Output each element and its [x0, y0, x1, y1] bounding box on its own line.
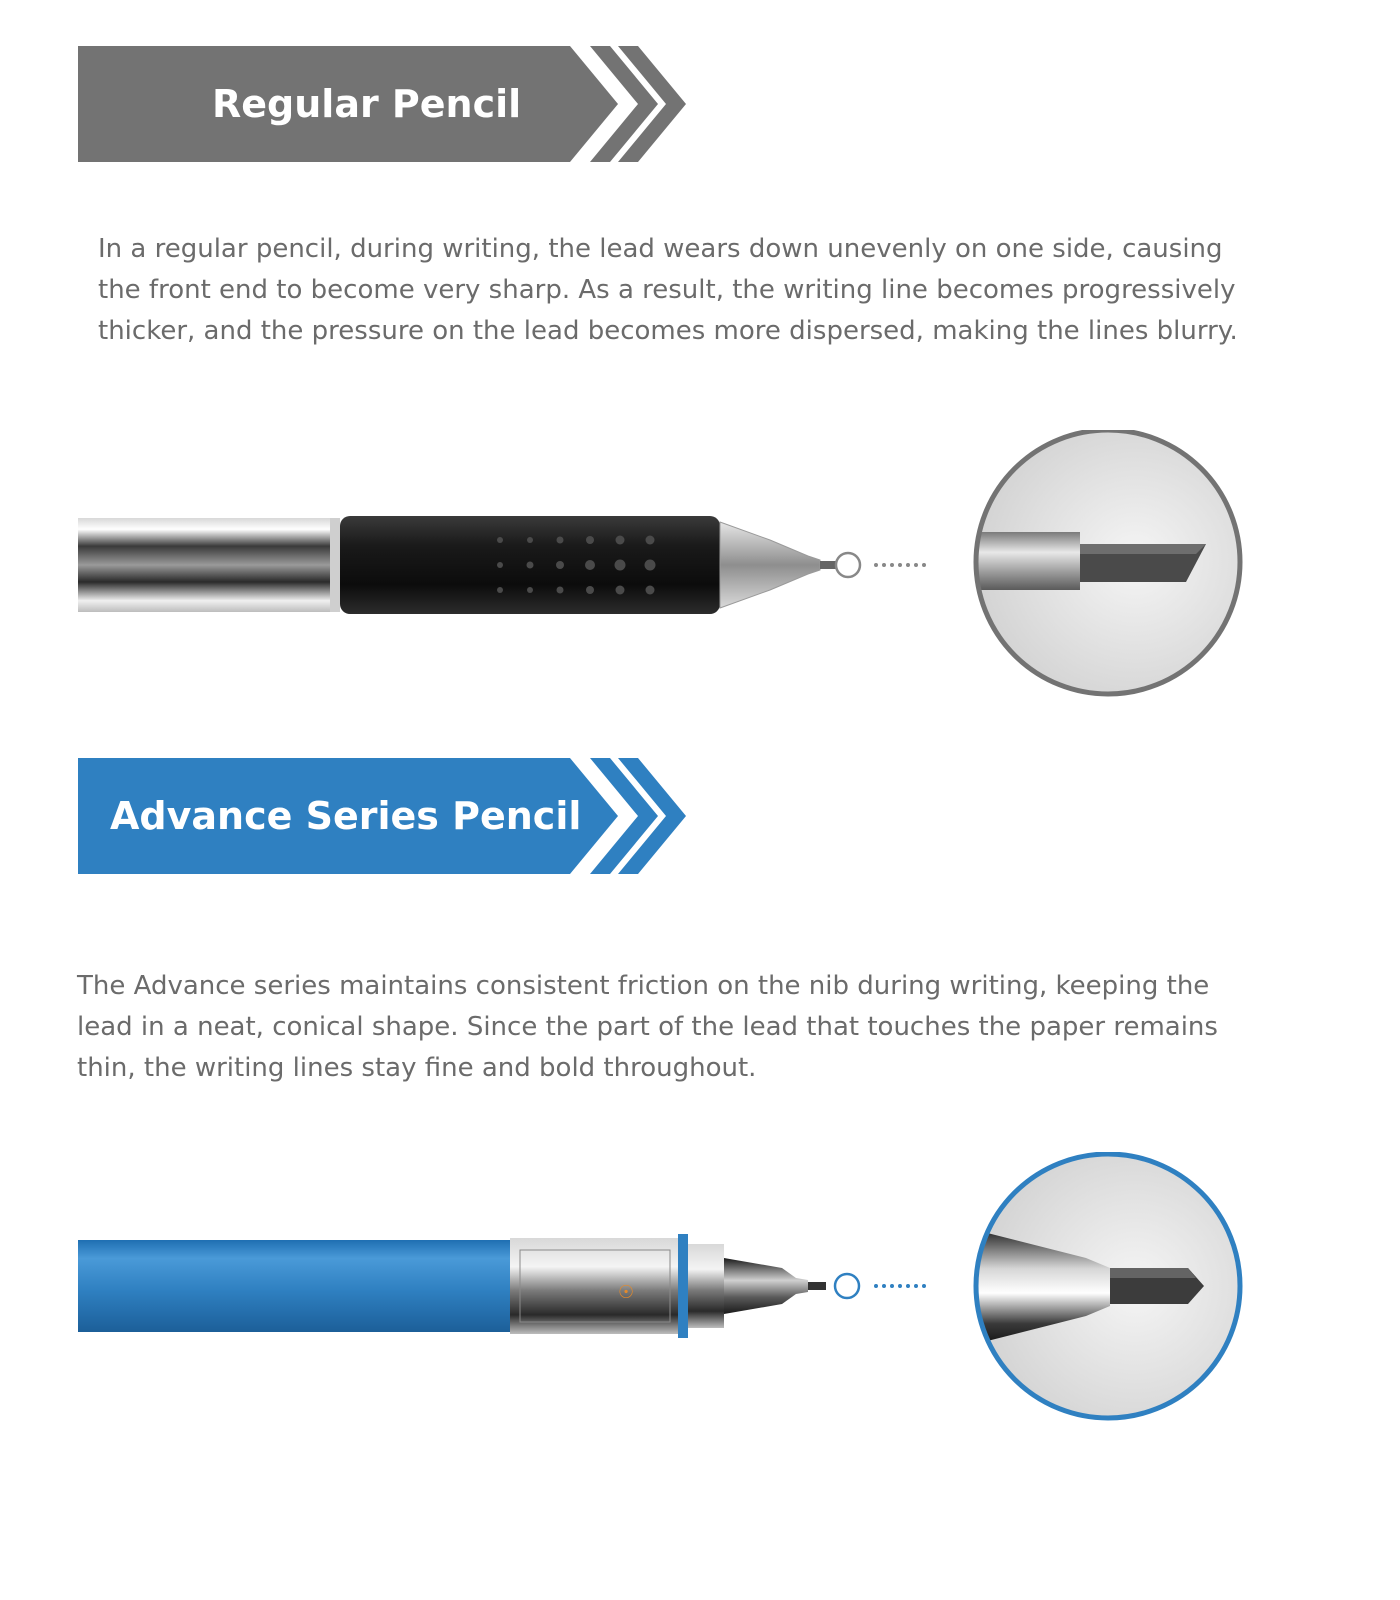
- pencil-barrel: [78, 518, 340, 612]
- zoom-lens: [960, 1152, 1270, 1452]
- regular-pencil-description: [98, 229, 1238, 352]
- pencil-mechanism: [510, 1238, 680, 1334]
- pencil-collar: [688, 1244, 724, 1328]
- regular-pencil-title: Regular Pencil: [212, 82, 522, 126]
- pencil-tip-cone: [720, 522, 820, 608]
- lead-sleeve: [808, 1282, 826, 1290]
- regular-pencil-banner: [78, 46, 686, 162]
- dotted-connector: [874, 563, 926, 567]
- mechanism-logo: ☉: [618, 1282, 635, 1303]
- zoom-lens: [960, 430, 1270, 720]
- barrel-ring: [330, 518, 340, 612]
- advance-pencil-title: Advance Series Pencil: [110, 794, 582, 838]
- blue-ring: [678, 1234, 688, 1338]
- description-line: In a regular pencil, during writing, the lead wears down unevenly on one side, causing: [98, 234, 1223, 264]
- tip-highlight-circle: [836, 553, 860, 577]
- lead-sleeve: [820, 561, 836, 569]
- description-line: lead in a neat, conical shape. Since the part of the lead that touches the paper remains: [77, 1012, 1218, 1042]
- regular-pencil-illustration: [0, 430, 1400, 720]
- description-line: thicker, and the pressure on the lead becomes more dispersed, making the lines blurry.: [98, 316, 1238, 346]
- tip-highlight-circle: [835, 1274, 859, 1298]
- advance-pencil-description: [77, 966, 1218, 1089]
- description-line: The Advance series maintains consistent friction on the nib during writing, keeping the: [77, 971, 1210, 1001]
- pencil-barrel: [78, 1240, 510, 1332]
- advance-pencil-illustration: [0, 1152, 1400, 1452]
- description-line: the front end to become very sharp. As a result, the writing line becomes progressively: [98, 275, 1236, 305]
- description-line: thin, the writing lines stay fine and bold throughout.: [77, 1053, 757, 1083]
- advance-pencil-banner: [78, 758, 686, 874]
- pencil-tip-cone: [724, 1258, 808, 1314]
- dotted-connector: [874, 1284, 926, 1288]
